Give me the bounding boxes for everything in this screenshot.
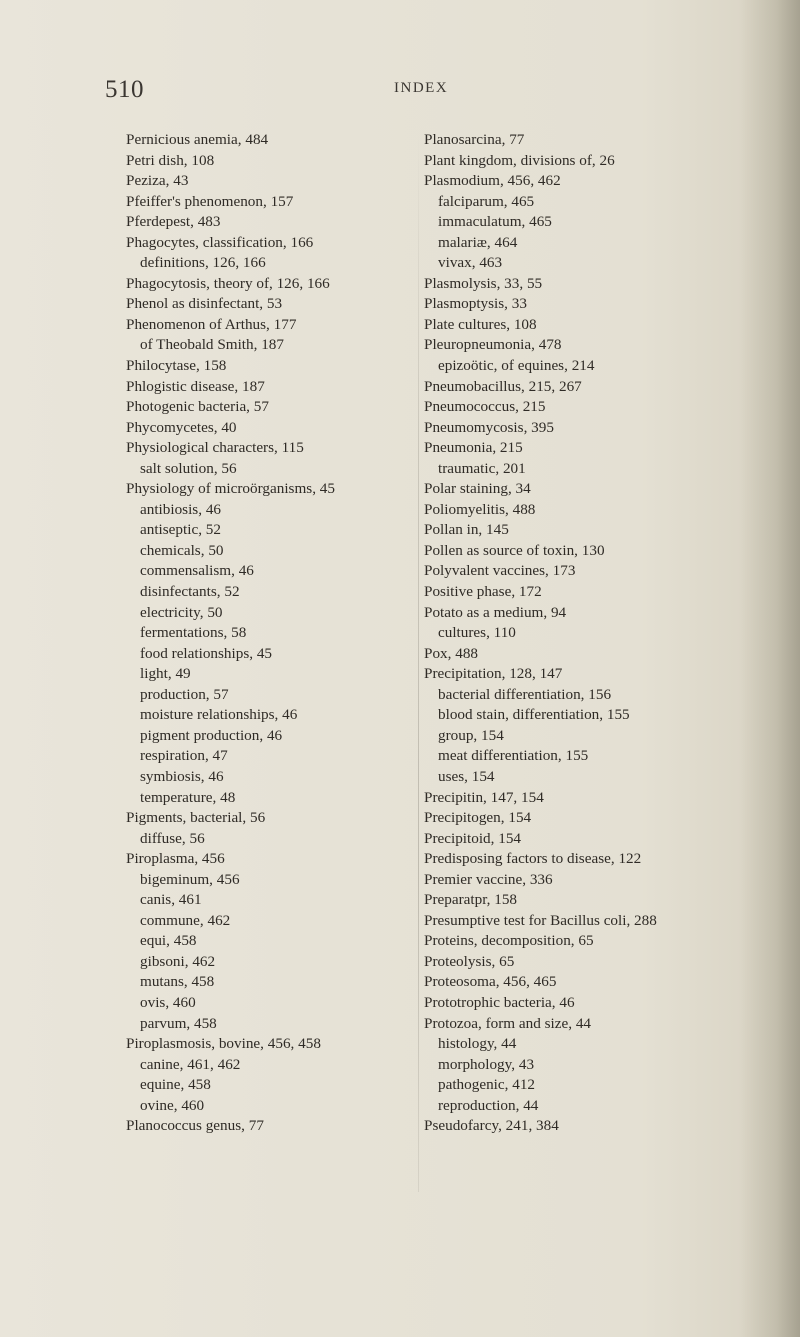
index-subentry: production, 57	[140, 685, 229, 703]
index-entry: Predisposing factors to disease, 122	[424, 850, 642, 868]
index-subentry: morphology, 43	[438, 1055, 535, 1073]
index-subentry: ovis, 460	[140, 993, 196, 1011]
index-entry: Philocytase, 158	[126, 357, 227, 375]
index-subentry: temperature, 48	[140, 788, 236, 806]
index-entry: Plate cultures, 108	[424, 315, 537, 333]
index-entry: Polar staining, 34	[424, 480, 531, 498]
index-subentry: of Theobald Smith, 187	[140, 336, 284, 354]
index-entry: Plant kingdom, divisions of, 26	[424, 151, 615, 169]
index-subentry: ovine, 460	[140, 1096, 205, 1114]
index-entry: Pneumococcus, 215	[424, 398, 546, 416]
index-subentry: disinfectants, 52	[140, 583, 240, 601]
index-entry: Precipitation, 128, 147	[424, 665, 563, 683]
index-entry: Proteosoma, 456, 465	[424, 973, 557, 991]
index-subentry: salt solution, 56	[140, 459, 237, 477]
index-entry: Pneumonia, 215	[424, 439, 523, 457]
index-subentry: bacterial differentiation, 156	[438, 685, 612, 703]
index-subentry: moisture relationships, 46	[140, 706, 298, 724]
index-entry: Polyvalent vaccines, 173	[424, 562, 576, 580]
index-entry: Phlogistic disease, 187	[126, 377, 265, 395]
index-entry: Phagocytosis, theory of, 126, 166	[126, 274, 330, 292]
index-subentry: canine, 461, 462	[140, 1055, 241, 1073]
index-subentry: mutans, 458	[140, 973, 215, 991]
index-subentry: malariæ, 464	[438, 233, 518, 251]
index-entry: Pollan in, 145	[424, 521, 509, 539]
index-subentry: food relationships, 45	[140, 644, 273, 662]
index-subentry: respiration, 47	[140, 747, 228, 765]
index-subentry: light, 49	[140, 665, 191, 683]
index-subentry: epizoötic, of equines, 214	[438, 357, 595, 375]
index-subentry: pigment production, 46	[140, 726, 283, 744]
index-entry: Peziza, 43	[126, 172, 189, 190]
index-entry: Pfeiffer's phenomenon, 157	[126, 192, 294, 210]
index-subentry: immaculatum, 465	[438, 213, 552, 231]
index-entry: Piroplasmosis, bovine, 456, 458	[126, 1035, 321, 1053]
index-subentry: diffuse, 56	[140, 829, 205, 847]
index-subentry: parvum, 458	[140, 1014, 217, 1032]
index-subentry: pathogenic, 412	[438, 1076, 536, 1094]
index-subentry: canis, 461	[140, 891, 202, 909]
index-entry: Piroplasma, 456	[126, 850, 225, 868]
index-subentry: commensalism, 46	[140, 562, 254, 580]
index-entry: Precipitoid, 154	[424, 829, 522, 847]
index-entry: Prototrophic bacteria, 46	[424, 993, 575, 1011]
page-number: 510	[105, 76, 144, 103]
index-entry: Pneumomycosis, 395	[424, 418, 554, 436]
index-entry: Pleuropneumonia, 478	[424, 336, 562, 354]
index-entry: Positive phase, 172	[424, 583, 542, 601]
index-entry: Presumptive test for Bacillus coli, 288	[424, 911, 657, 929]
index-subentry: antibiosis, 46	[140, 500, 222, 518]
index-entry: Phenol as disinfectant, 53	[126, 295, 283, 313]
index-subentry: antiseptic, 52	[140, 521, 221, 539]
index-subentry: blood stain, differentiation, 155	[438, 706, 630, 724]
index-entry: Planococcus genus, 77	[126, 1117, 264, 1135]
index-entry: Physiological characters, 115	[126, 439, 304, 457]
index-subentry: reproduction, 44	[438, 1096, 539, 1114]
index-entry: Pigments, bacterial, 56	[126, 809, 266, 827]
index-entry: Precipitogen, 154	[424, 809, 532, 827]
index-entry: Pferdepest, 483	[126, 213, 221, 231]
index-subentry: traumatic, 201	[438, 459, 526, 477]
index-entry: Physiology of microörganisms, 45	[126, 480, 335, 498]
index-subentry: symbiosis, 46	[140, 767, 224, 785]
index-subentry: meat differentiation, 155	[438, 747, 589, 765]
index-entry: Pernicious anemia, 484	[126, 131, 269, 148]
index-subentry: commune, 462	[140, 911, 231, 929]
index-entry: Preparatpr, 158	[424, 891, 518, 909]
index-entry: Photogenic bacteria, 57	[126, 398, 269, 416]
index-subentry: equi, 458	[140, 932, 197, 950]
index-entry: Plasmolysis, 33, 55	[424, 274, 543, 292]
running-head: INDEX	[394, 80, 449, 96]
index-entry: Plasmoptysis, 33	[424, 295, 527, 313]
index-entry: Phagocytes, classification, 166	[126, 233, 314, 251]
index-subentry: vivax, 463	[438, 254, 503, 272]
index-subentry: gibsoni, 462	[140, 952, 216, 970]
index-subentry: histology, 44	[438, 1035, 517, 1053]
index-subentry: group, 154	[438, 726, 504, 744]
index-entry: Pox, 488	[424, 644, 479, 662]
index-subentry: electricity, 50	[140, 603, 223, 621]
index-subentry: falciparum, 465	[438, 192, 535, 210]
index-entry: Phycomycetes, 40	[126, 418, 237, 436]
index-entry: Potato as a medium, 94	[424, 603, 567, 621]
index-entry: Precipitin, 147, 154	[424, 788, 544, 806]
index-subentry: definitions, 126, 166	[140, 254, 266, 272]
index-entry: Protozoa, form and size, 44	[424, 1014, 592, 1032]
index-entry: Poliomyelitis, 488	[424, 500, 536, 518]
page-edge-shadow	[740, 0, 800, 1337]
index-entry: Proteins, decomposition, 65	[424, 932, 594, 950]
index-column-left	[126, 130, 426, 1137]
index-entry: Phenomenon of Arthus, 177	[126, 315, 297, 333]
index-entry: Proteolysis, 65	[424, 952, 515, 970]
index-entry: Petri dish, 108	[126, 151, 215, 169]
index-subentry: fermentations, 58	[140, 624, 247, 642]
index-entry: Pollen as source of toxin, 130	[424, 541, 605, 559]
index-entry: Plasmodium, 456, 462	[424, 172, 561, 190]
index-subentry: chemicals, 50	[140, 541, 224, 559]
index-entry: Planosarcina, 77	[424, 131, 525, 148]
index-subentry: bigeminum, 456	[140, 870, 240, 888]
index-subentry: uses, 154	[438, 767, 495, 785]
index-entry: Pneumobacillus, 215, 267	[424, 377, 582, 395]
index-subentry: cultures, 110	[438, 624, 516, 642]
index-column-right	[424, 130, 744, 1137]
index-subentry: equine, 458	[140, 1076, 211, 1094]
index-entry: Pseudofarcy, 241, 384	[424, 1117, 559, 1135]
index-entry: Premier vaccine, 336	[424, 870, 553, 888]
